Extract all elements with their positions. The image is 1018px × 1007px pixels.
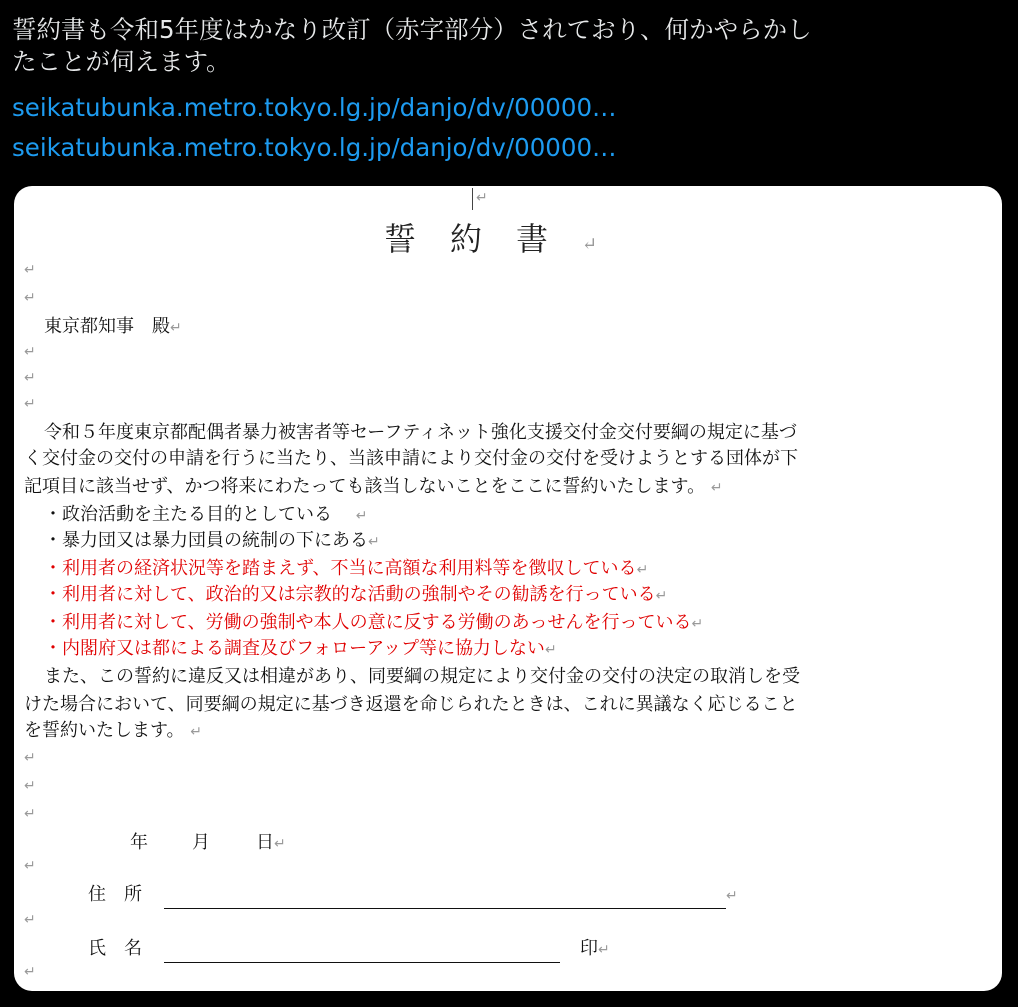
addressee-text: 東京都知事 殿 xyxy=(44,316,170,337)
pledge-item-revised xyxy=(44,610,703,637)
closing-line-1: また、この誓約に違反又は相違があり、同要綱の規定により交付金の交付の決定の取消しを受 xyxy=(44,666,800,687)
paragraph-mark: ↵ xyxy=(476,190,488,206)
pledge-item-revised xyxy=(44,636,557,663)
date-line xyxy=(130,830,286,857)
paragraph-mark: ↵ xyxy=(582,234,598,255)
paragraph-mark: ↵ xyxy=(655,588,668,604)
pledge-item-text: ・利用者に対して、労働の強制や本人の意に反する労働のあっせんを行っている xyxy=(44,612,692,633)
address-row xyxy=(88,882,738,909)
body-line-3 xyxy=(24,474,723,501)
paragraph-mark: ↵ xyxy=(24,396,36,412)
body-line-3-text: 記項目に該当せず、かつ将来にわたっても該当しないことをここに誓約いたします。 xyxy=(24,476,706,497)
date-year: 年 xyxy=(130,832,148,853)
pledge-item xyxy=(44,502,367,529)
paragraph-mark: ↵ xyxy=(24,912,36,928)
paragraph-mark: ↵ xyxy=(368,534,380,550)
paragraph-mark: ↵ xyxy=(355,508,368,524)
paragraph-mark: ↵ xyxy=(24,858,36,874)
document-image[interactable] xyxy=(14,186,1002,991)
paragraph-mark: ↵ xyxy=(274,836,286,852)
paragraph-mark: ↵ xyxy=(24,806,36,822)
seal-mark: 印 xyxy=(580,938,598,959)
pledge-item-text: ・政治活動を主たる目的としている xyxy=(44,504,332,525)
paragraph-mark: ↵ xyxy=(636,562,649,578)
address-label: 住 所 xyxy=(88,884,142,905)
body-line-1: 令和５年度東京都配偶者暴力被害者等セーフティネット強化支援交付金交付要綱の規定に基づ xyxy=(44,422,797,443)
paragraph-mark: ↵ xyxy=(544,642,557,658)
tweet-text xyxy=(12,14,1002,78)
paragraph-mark: ↵ xyxy=(598,942,610,958)
pledge-document xyxy=(14,186,1002,991)
text-cursor xyxy=(472,188,473,210)
tweet-text-line-2: たことが伺えます。 xyxy=(12,47,231,76)
paragraph-mark: ↵ xyxy=(24,290,36,306)
paragraph-mark: ↵ xyxy=(24,750,36,766)
pledge-item-text: ・暴力団又は暴力団員の統制の下にある xyxy=(44,530,368,551)
date-month: 月 xyxy=(192,832,210,853)
paragraph-mark: ↵ xyxy=(726,888,738,904)
paragraph-mark: ↵ xyxy=(710,480,723,496)
tweet-text-line-1: 誓約書も令和5年度はかなり改訂（赤字部分）されており、何かやらかし xyxy=(12,15,812,44)
closing-line-3 xyxy=(24,718,202,745)
paragraph-mark: ↵ xyxy=(190,724,203,740)
closing-line-2: けた場合において、同要綱の規定に基づき返還を命じられたときは、これに異議なく応じること xyxy=(24,694,798,715)
pledge-item-revised xyxy=(44,582,667,609)
name-label: 氏 名 xyxy=(88,938,142,959)
paragraph-mark: ↵ xyxy=(24,778,36,794)
document-title-text: 誓約書 xyxy=(384,220,583,258)
closing-line-3-text: を誓約いたします。 xyxy=(24,720,185,741)
paragraph-mark: ↵ xyxy=(170,320,182,336)
paragraph-mark: ↵ xyxy=(691,616,704,632)
pledge-item-text: ・利用者の経済状況等を踏まえず、不当に高額な利用料等を徴収している xyxy=(44,558,637,579)
pledge-item-text: ・内閣府又は都による調査及びフォローアップ等に協力しない xyxy=(44,638,545,659)
pledge-item-text: ・利用者に対して、政治的又は宗教的な活動の強制やその勧誘を行っている xyxy=(44,584,656,605)
paragraph-mark: ↵ xyxy=(24,344,36,360)
addressee xyxy=(44,314,182,341)
body-line-2: く交付金の交付の申請を行うに当たり、当該申請により交付金の交付を受けようとする団体が下 xyxy=(24,448,798,469)
document-title xyxy=(384,214,597,260)
pledge-item xyxy=(44,528,380,555)
paragraph-mark: ↵ xyxy=(24,262,36,278)
paragraph-mark: ↵ xyxy=(24,964,36,980)
tweet-link-1[interactable]: seikatubunka.metro.tokyo.lg.jp/danjo/dv/00000… xyxy=(12,93,617,122)
paragraph-mark: ↵ xyxy=(24,370,36,386)
tweet-link-2[interactable]: seikatubunka.metro.tokyo.lg.jp/danjo/dv/00000… xyxy=(12,133,617,162)
name-blank xyxy=(164,940,560,963)
name-row xyxy=(88,936,610,963)
address-blank xyxy=(164,886,726,909)
date-day: 日 xyxy=(256,832,274,853)
pledge-item-revised xyxy=(44,556,648,583)
